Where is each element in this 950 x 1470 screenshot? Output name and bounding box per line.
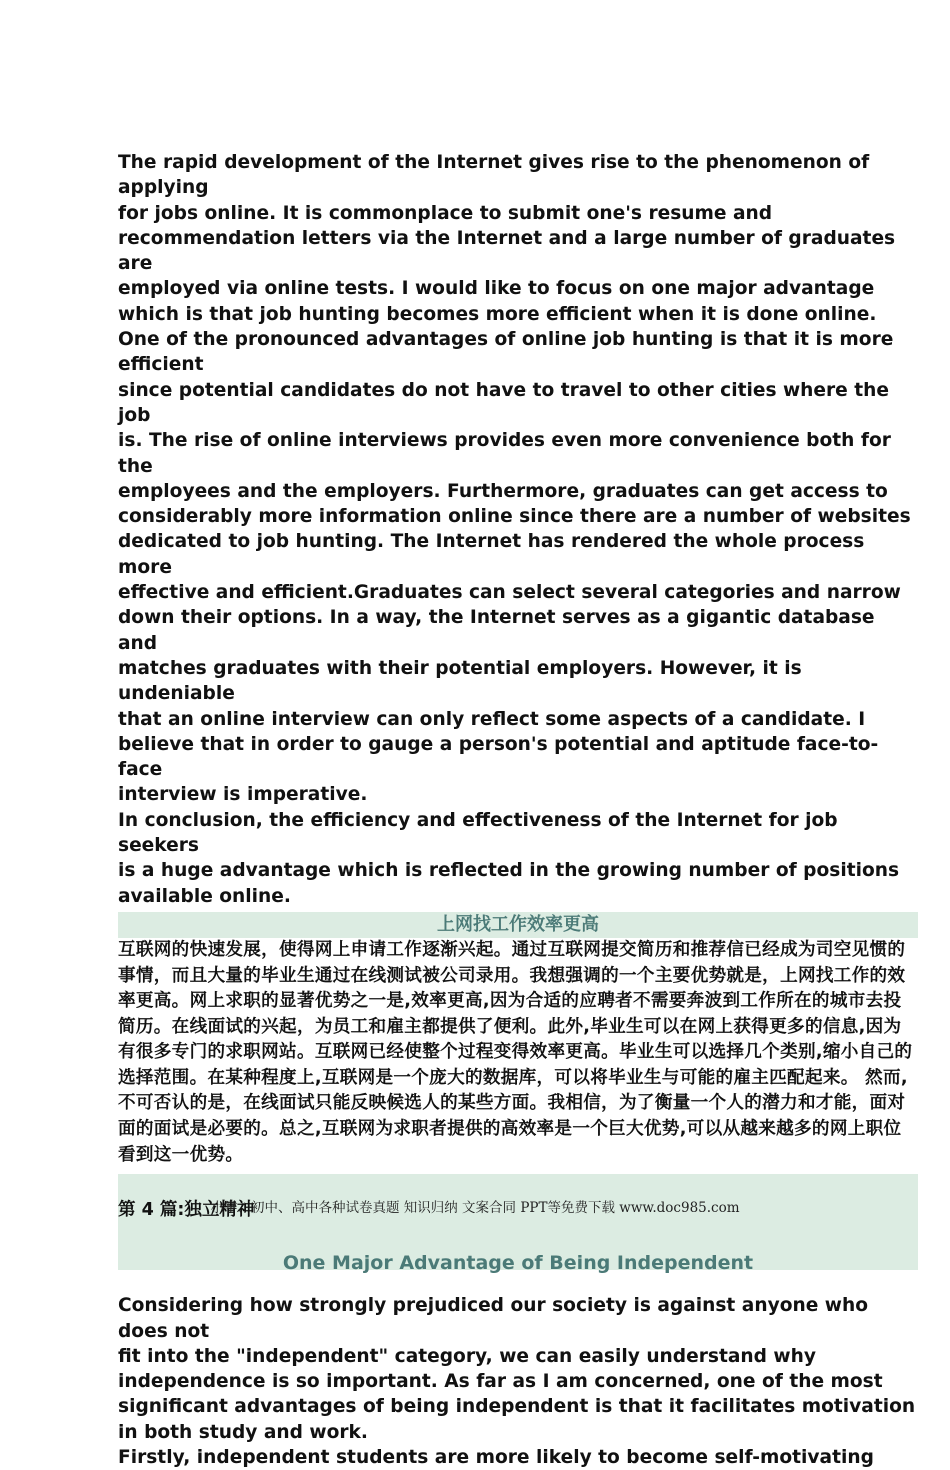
essay-paragraph-body: One of the pronounced advantages of online job hunting is that it is more efficient since potential candidates do not have to travel to other cities where the job is. The rise of online interviews provides even more convenience both for the employees and the employers. Furthermore, graduates can get access to considerably more information online since there are a number of websites dedicated to job hunting. The Internet has rendered the whole process more effective and efficient.Graduates can select several categories and narrow down their options. In a way, the Internet serves as a gigantic database and matches graduates with their potential employers. However, it is undeniable that an online interview can only reflect some aspects of a candidate. I believe that in order to gauge a person's potential and aptitude face-to-face interview is imperative. — [118, 329, 911, 806]
document-page — [118, 150, 918, 1470]
essay-paragraph-intro: The rapid development of the Internet gives rise to the phenomenon of applying for jobs online. It is commonplace to submit one's resume and recommendation letters via the Internet and a large number of graduates are employed via online tests. I would like to focus on one major advantage which is that job hunting becomes more efficient when it is done online. — [118, 152, 896, 325]
section-paragraph-intro: Considering how strongly prejudiced our society is against anyone who does not fit into the "independent" category, we can easily understand why independence is so important. As far as I am concerned, one of the most significant advantages of being independent is that it facilitates motivation in both study and work. — [118, 1295, 916, 1443]
essay-paragraph-conclusion: In conclusion, the efficiency and effectiveness of the Internet for job seekers is a huge advantage which is reflected in the growing number of positions available online. — [118, 809, 900, 907]
section-paragraph-first: Firstly, independent students are more likely to become self-motivating — [118, 1447, 874, 1469]
section-heading: One Major Advantage of Being Independent — [282, 1252, 754, 1275]
translation-body: 互联网的快速发展，使得网上申请工作逐渐兴起。通过互联网提交简历和推荐信已经成为司空见惯的事情，而且大量的毕业生通过在线测试被公司录用。我想强调的一个主要优势就是，上网找工作的效率更高。网上求职的显著优势之一是,效率更高,因为合适的应聘者不需要奔波到工作所在的城市去投简历。在线面试的兴起，为员工和雇主都提供了便利。此外,毕业生可以在网上获得更多的信息,因为有很多专门的求职网站。互联网已经使整个过程变得效率更高。毕业生可以选择几个类别,缩小自己的选择范围。在某种程度上,互联网是一个庞大的数据库，可以将毕业生与可能的雇主匹配起来。 然而,不可否认的是，在线面试只能反映候选人的某些方面。我相信，为了衡量一个人的潜力和才能，面对面的面试是必要的。总之,互联网为求职者提供的高效率是一个巨大优势,可以从越来越多的网上职位看到这一优势。 — [118, 939, 913, 1165]
section-header-band — [118, 1174, 918, 1275]
translation-block — [118, 912, 918, 938]
translation-title: 上网找工作效率更高 — [437, 913, 599, 935]
page-footer: 小学、初中、高中各种试卷真题 知识归纳 文案合同 PPT等免费下载 www.doc985.com — [210, 1200, 740, 1216]
section-label: 第 4 篇:独立精神 — [118, 1200, 255, 1221]
